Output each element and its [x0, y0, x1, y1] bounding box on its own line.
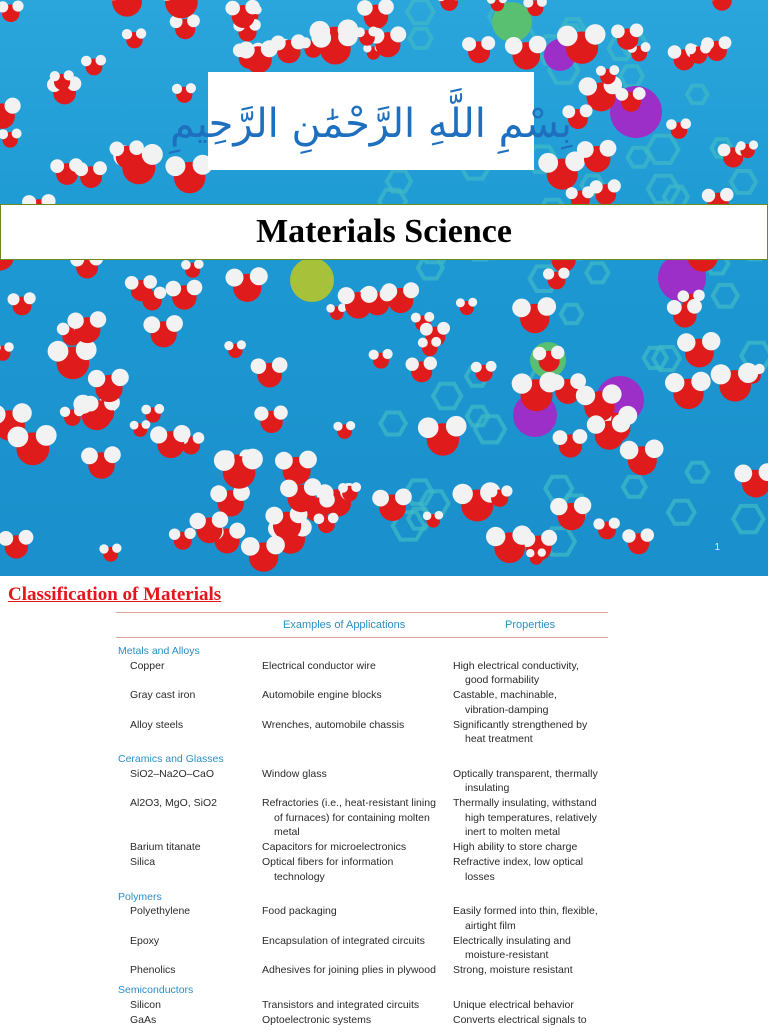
cell-line: vibration-damping: [453, 703, 613, 718]
cell-line: inert to molten metal: [453, 825, 613, 840]
cell-line: Automobile engine blocks: [262, 688, 462, 703]
properties-cell: [453, 718, 613, 747]
cell-line: Castable, machinable,: [453, 688, 613, 703]
material-cell: Silica: [130, 855, 155, 870]
application-cell: [262, 904, 462, 919]
cell-line: Transistors and integrated circuits: [262, 998, 462, 1013]
cell-line: heat treatment: [453, 732, 613, 747]
cell-line: Strong, moisture resistant: [453, 963, 613, 978]
material-cell: Epoxy: [130, 934, 159, 949]
material-cell: Copper: [130, 659, 164, 674]
cell-line: Converts electrical signals to: [453, 1013, 613, 1028]
sphere: [290, 258, 334, 302]
category-label: Polymers: [116, 891, 162, 903]
cell-line: Food packaging: [262, 904, 462, 919]
material-cell: SiO2–Na2O–CaO: [130, 767, 214, 782]
title-box: [0, 204, 768, 260]
properties-cell: [453, 998, 613, 1013]
category-row: [116, 644, 608, 659]
table-header-row: [116, 613, 608, 637]
cell-line: losses: [453, 870, 613, 885]
cell-line: of furnaces) for containing molten: [262, 811, 462, 826]
material-cell: GaAs: [130, 1013, 156, 1028]
category-row: [116, 890, 608, 905]
application-cell: [262, 767, 462, 782]
category-label: Semiconductors: [116, 984, 193, 996]
cell-line: Thermally insulating, withstand: [453, 796, 613, 811]
category-row: [116, 983, 608, 998]
classification-table: [116, 612, 608, 1033]
cell-line: Encapsulation of integrated circuits: [262, 934, 462, 949]
properties-cell: [453, 840, 613, 855]
basmala-text: بِسْمِ اللَّهِ الرَّحْمَٰنِ الرَّحِيمِ: [169, 87, 573, 155]
cell-line: Wrenches, automobile chassis: [262, 718, 462, 733]
properties-cell: [453, 1013, 613, 1028]
material-cell: Al2O3, MgO, SiO2: [130, 796, 217, 811]
material-cell: Phenolics: [130, 963, 176, 978]
cell-line: Adhesives for joining plies in plywood: [262, 963, 462, 978]
application-cell: [262, 659, 462, 674]
cell-line: Unique electrical behavior: [453, 998, 613, 1013]
cell-line: moisture-resistant: [453, 948, 613, 963]
properties-cell: [453, 904, 613, 933]
cell-line: High electrical conductivity,: [453, 659, 613, 674]
application-cell: [262, 1013, 462, 1028]
application-cell: [262, 963, 462, 978]
header-applications: Examples of Applications: [283, 619, 405, 631]
properties-cell: [453, 963, 613, 978]
material-cell: Barium titanate: [130, 840, 201, 855]
cell-line: airtight film: [453, 919, 613, 934]
basmala-calligraphy: [208, 72, 534, 170]
material-cell: Alloy steels: [130, 718, 183, 733]
category-label: Ceramics and Glasses: [116, 753, 224, 765]
cell-line: Optoelectronic systems: [262, 1013, 462, 1028]
material-cell: Gray cast iron: [130, 688, 195, 703]
slide-title: Materials Science: [256, 213, 512, 251]
category-label: Metals and Alloys: [116, 645, 200, 657]
category-row: [116, 752, 608, 767]
header-properties: Properties: [505, 619, 555, 631]
basmala-calligraphy-image: [211, 75, 531, 167]
cell-line: Significantly strengthened by: [453, 718, 613, 733]
material-cell: Polyethylene: [130, 904, 190, 919]
classification-slide: [0, 576, 768, 1024]
cell-line: Window glass: [262, 767, 462, 782]
cell-line: metal: [262, 825, 462, 840]
application-cell: [262, 718, 462, 733]
application-cell: [262, 998, 462, 1013]
application-cell: [262, 796, 462, 840]
cell-line: Refractive index, low optical: [453, 855, 613, 870]
properties-cell: [453, 688, 613, 717]
application-cell: [262, 688, 462, 703]
cell-line: insulating: [453, 781, 613, 796]
properties-cell: [453, 767, 613, 796]
cell-line: Electrically insulating and: [453, 934, 613, 949]
properties-cell: [453, 934, 613, 963]
cell-line: Optically transparent, thermally: [453, 767, 613, 782]
cell-line: high temperatures, relatively: [453, 811, 613, 826]
application-cell: [262, 855, 462, 884]
properties-cell: [453, 796, 613, 840]
cell-line: High ability to store charge: [453, 840, 613, 855]
material-cell: Silicon: [130, 998, 161, 1013]
cell-line: Optical fibers for information: [262, 855, 462, 870]
properties-cell: [453, 855, 613, 884]
slide-number: 1: [714, 542, 720, 553]
cell-line: Refractories (i.e., heat-resistant lining: [262, 796, 462, 811]
cell-line: Capacitors for microelectronics: [262, 840, 462, 855]
cell-line: good formability: [453, 673, 613, 688]
cell-line: technology: [262, 870, 462, 885]
cell-line: Electrical conductor wire: [262, 659, 462, 674]
properties-cell: [453, 659, 613, 688]
cell-line: Easily formed into thin, flexible,: [453, 904, 613, 919]
classification-heading: Classification of Materials: [8, 584, 221, 606]
table-body: [116, 638, 608, 1033]
application-cell: [262, 934, 462, 949]
application-cell: [262, 840, 462, 855]
